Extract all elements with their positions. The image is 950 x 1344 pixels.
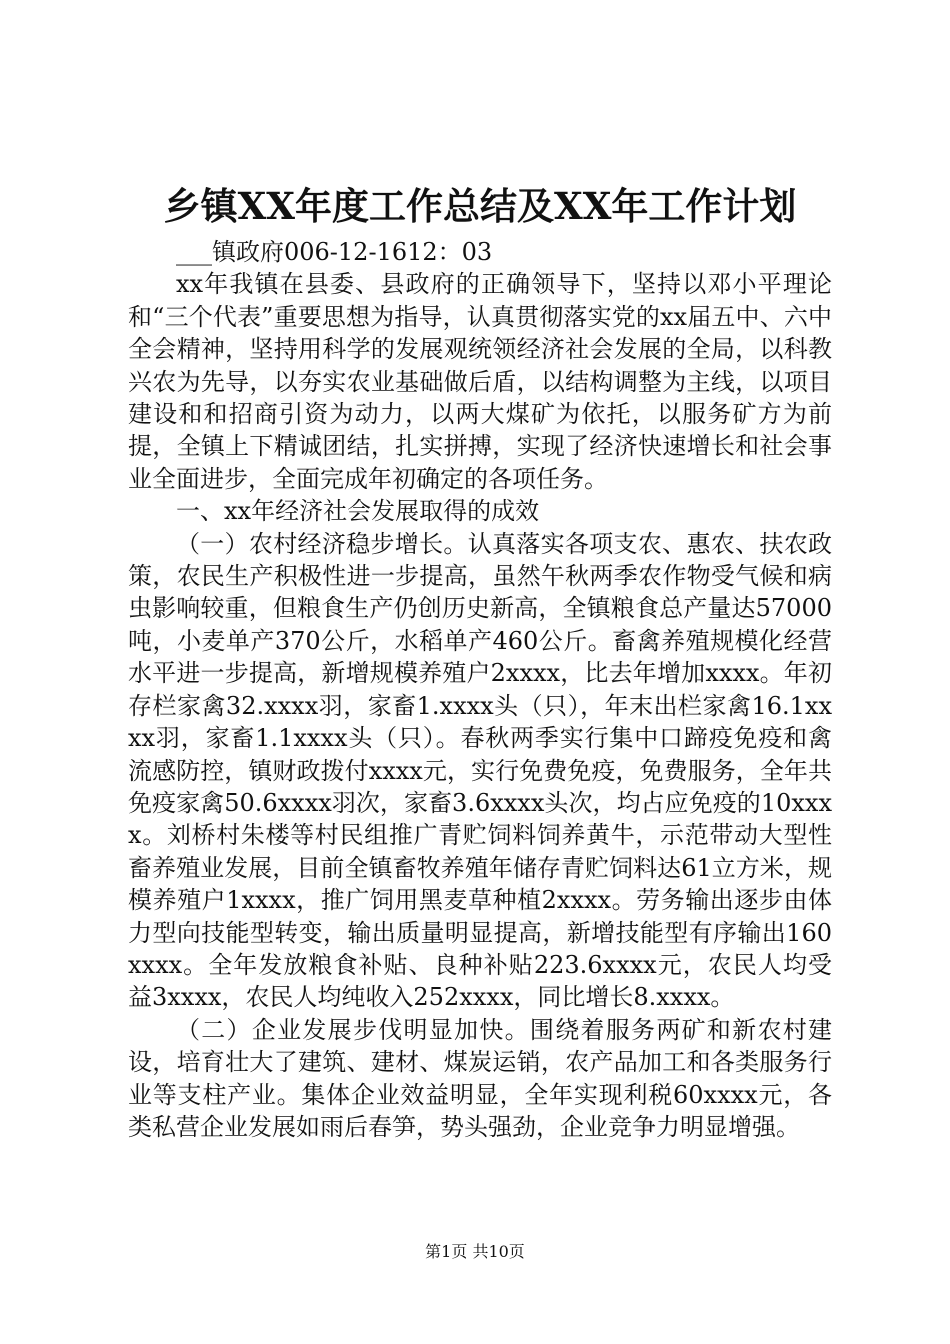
section-heading: 一、xx年经济社会发展取得的成效	[176, 497, 540, 526]
paragraph-intro: xx年我镇在县委、县政府的正确领导下，坚持以邓小平理论和“三个代表”重要思想为指导，认真贯彻落实党的xx届五中、六中全会精神，坚持用科学的发展观统领经济社会发展的全局，以科教兴农为先导，以夯实农业基础做后盾，以结构调整为主线，以项目建设和和招商引资为动力，以两大煤矿为依托，以服务矿方为前提，全镇上下精诚团结，扎实拼搏，实现了经济快速增长和社会事业全面进步，全面完成年初确定的各项任务。	[128, 270, 832, 493]
byline: ___镇政府006-12-1612：03	[176, 238, 493, 266]
document-title: 乡镇XX年度工作总结及XX年工作计划	[163, 184, 797, 228]
page-footer: 第1页 共10页	[425, 1242, 525, 1261]
paragraph-enterprise: （二）企业发展步伐明显加快。围绕着服务两矿和新农村建设，培育壮大了建筑、建材、煤炭运销，农产品加工和各类服务行业等支柱产业。集体企业效益明显，全年实现利税60xxxx元，各类私营企业发展如雨后春笋，势头强劲，企业竞争力明显增强。	[128, 1015, 832, 1141]
paragraph-agriculture: （一）农村经济稳步增长。认真落实各项支农、惠农、扶农政策，农民生产积极性进一步提高，虽然午秋两季农作物受气候和病虫影响较重，但粮食生产仍创历史新高，全镇粮食总产量达57000吨，小麦单产370公斤，水稻单产460公斤。畜禽养殖规模化经营水平进一步提高，新增规模养殖户2xxxx，比去年增加xxxx。年初存栏家禽32.xxxx羽，家畜1.xxxx头（只），年末出栏家禽16.1xxxx羽，家畜1.1xxxx头（只）。春秋两季实行集中口蹄疫免疫和禽流感防控，镇财政拨付xxxx元，实行免费免疫，免费服务，全年共免疫家禽50.6xxxx羽次，家畜3.6xxxx头次，均占应免疫的10xxxx。刘桥村朱楼等村民组推广青贮饲料饲养黄牛，示范带动大型性畜养殖业发展，目前全镇畜牧养殖年储存青贮饲料达61立方米，规模养殖户1xxxx，推广饲用黑麦草种植2xxxx。劳务输出逐步由体力型向技能型转变，输出质量明显提高，新增技能型有序输出160xxxx。全年发放粮食补贴、良种补贴223.6xxxx元，农民人均受益3xxxx，农民人均纯收入252xxxx，同比增长8.xxxx。	[128, 529, 832, 1012]
document-page	[128, 180, 832, 1143]
